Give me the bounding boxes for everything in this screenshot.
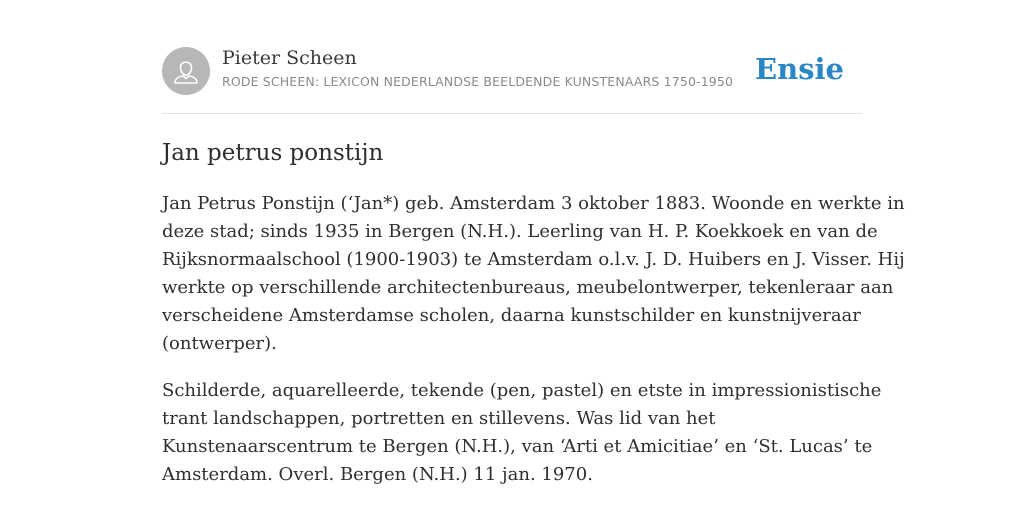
paragraph-line: Amsterdam. Overl. Bergen (N.H.) 11 jan. 1970. (162, 464, 593, 485)
paragraph-line: Rijksnormaalschool (1900-1903) te Amsterdam o.l.v. J. D. Huibers en J. Visser. Hij (162, 249, 905, 270)
header-divider (162, 113, 862, 114)
paragraph-line: Kunstenaarscentrum te Bergen (N.H.), van ‘Arti et Amicitiae’ en ‘St. Lucas’ te (162, 436, 873, 457)
ensie-logo-link[interactable]: Ensie (755, 52, 844, 86)
author-avatar[interactable] (162, 47, 210, 95)
user-silhouette-icon (162, 47, 210, 95)
paragraph-line: verscheidene Amsterdamse scholen, daarna kunstschilder en kunstnijveraar (162, 305, 861, 326)
author-name[interactable]: Pieter Scheen (222, 47, 357, 69)
paragraph-line: trant landschappen, portretten en stillevens. Was lid van het (162, 408, 716, 429)
paragraph-line: Schilderde, aquarelleerde, tekende (pen, pastel) en etste in impressionistische (162, 380, 882, 401)
paragraph-line: Jan Petrus Ponstijn (‘Jan*) geb. Amsterdam 3 oktober 1883. Woonde en werkte in (162, 193, 905, 214)
paragraph (162, 190, 905, 358)
paragraph-line: deze stad; sinds 1935 in Bergen (N.H.). Leerling van H. P. Koekkoek en van de (162, 221, 878, 242)
paragraph-line: werkte op verschillende architectenbureaus, meubelontwerper, tekenleraar aan (162, 277, 894, 298)
article-title: Jan petrus ponstijn (162, 140, 384, 166)
paragraph (162, 377, 882, 489)
source-title[interactable]: RODE SCHEEN: LEXICON NEDERLANDSE BEELDENDE KUNSTENAARS 1750-1950 (222, 74, 734, 89)
article-header (162, 46, 862, 96)
paragraph-line: (ontwerper). (162, 333, 277, 354)
article-body (162, 190, 905, 508)
